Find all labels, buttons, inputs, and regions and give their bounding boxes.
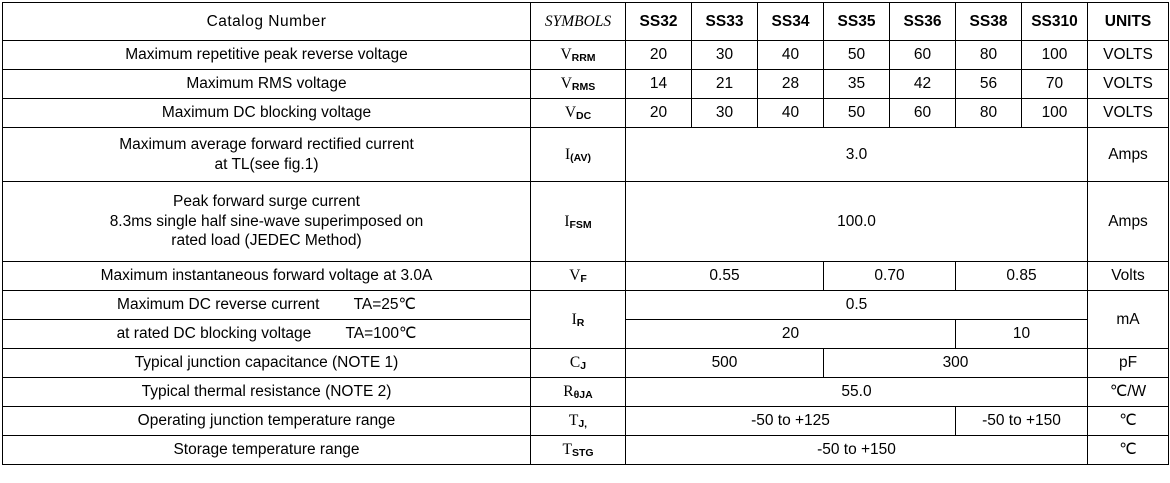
param-line: Maximum DC reverse current TA=25℃ <box>117 296 416 314</box>
param-line: rated load (JEDEC Method) <box>171 232 362 250</box>
symbol-sub: (AV) <box>570 151 591 164</box>
header-part-ss34: SS34 <box>758 3 824 41</box>
table-row <box>3 128 1169 182</box>
value-cell: 100 <box>1022 99 1088 128</box>
unit-cell: Amps <box>1088 182 1169 262</box>
value-cell: 60 <box>890 99 956 128</box>
value-cell: 28 <box>758 70 824 99</box>
symbol-main: V <box>569 267 581 285</box>
header-part-ss33: SS33 <box>692 3 758 41</box>
symbol-main: C <box>569 354 581 372</box>
symbol-cell <box>531 128 626 182</box>
symbol-sub: FSM <box>569 218 592 231</box>
value-cell: 14 <box>626 70 692 99</box>
param-label <box>3 436 531 465</box>
unit-cell: VOLTS <box>1088 70 1169 99</box>
value-cell: 60 <box>890 41 956 70</box>
symbol-main: V <box>564 104 577 122</box>
param-line: Peak forward surge current <box>173 193 360 211</box>
value-cell: 40 <box>758 41 824 70</box>
unit-cell: VOLTS <box>1088 99 1169 128</box>
symbol-cell <box>531 349 626 378</box>
header-part-ss36: SS36 <box>890 3 956 41</box>
param-label <box>3 262 531 291</box>
value-cell: 80 <box>956 99 1022 128</box>
value-cell: 30 <box>692 41 758 70</box>
unit-cell: Volts <box>1088 262 1169 291</box>
value-cell-group: 0.55 <box>626 262 824 291</box>
param-line: Maximum repetitive peak reverse voltage <box>125 46 408 64</box>
table-row <box>3 182 1169 262</box>
symbol-cell <box>531 291 626 349</box>
value-cell: 42 <box>890 70 956 99</box>
unit-cell: pF <box>1088 349 1169 378</box>
param-line: 8.3ms single half sine-wave superimposed on <box>109 212 424 230</box>
unit-cell: ℃/W <box>1088 378 1169 407</box>
unit-cell: Amps <box>1088 128 1169 182</box>
param-line: Storage temperature range <box>173 441 360 459</box>
value-cell-span: -50 to +150 <box>626 436 1088 465</box>
unit-cell: VOLTS <box>1088 41 1169 70</box>
symbol-cell <box>531 182 626 262</box>
param-label <box>3 99 531 128</box>
table-row <box>3 407 1169 436</box>
table-row <box>3 262 1169 291</box>
header-part-ss35: SS35 <box>824 3 890 41</box>
symbol-sub: DC <box>576 110 592 123</box>
param-label <box>3 407 531 436</box>
symbol-cell <box>531 262 626 291</box>
value-cell-span: 100.0 <box>626 182 1088 262</box>
param-line: Maximum RMS voltage <box>186 75 347 93</box>
table-row <box>3 436 1169 465</box>
header-part-ss310: SS310 <box>1022 3 1088 41</box>
symbol-main: I <box>571 310 577 328</box>
symbol-main: R <box>563 383 574 401</box>
symbol-main: V <box>560 46 572 64</box>
electrical-characteristics-table <box>2 2 1169 465</box>
value-cell: 20 <box>626 99 692 128</box>
param-line: at rated DC blocking voltage TA=100℃ <box>116 325 417 343</box>
table-row <box>3 291 1169 320</box>
table-row <box>3 41 1169 70</box>
value-cell: 30 <box>692 99 758 128</box>
symbol-main: T <box>568 412 579 430</box>
unit-cell: ℃ <box>1088 436 1169 465</box>
value-cell-group: 10 <box>956 320 1088 349</box>
value-cell: 40 <box>758 99 824 128</box>
symbol-sub: R <box>576 316 585 329</box>
value-cell: 100 <box>1022 41 1088 70</box>
value-cell-span: 3.0 <box>626 128 1088 182</box>
table-row <box>3 378 1169 407</box>
symbol-main: I <box>564 212 570 230</box>
symbol-sub: J, <box>578 418 588 431</box>
value-cell: 70 <box>1022 70 1088 99</box>
value-cell: 35 <box>824 70 890 99</box>
symbol-main: T <box>562 441 572 459</box>
value-cell-group: 300 <box>824 349 1088 378</box>
header-part-ss32: SS32 <box>626 3 692 41</box>
value-cell: 80 <box>956 41 1022 70</box>
value-cell-group: 0.85 <box>956 262 1088 291</box>
table-row <box>3 349 1169 378</box>
param-label <box>3 320 531 349</box>
param-label <box>3 378 531 407</box>
symbol-sub: STG <box>571 447 594 460</box>
unit-cell: ℃ <box>1088 407 1169 436</box>
param-line: Typical thermal resistance (NOTE 2) <box>141 383 392 401</box>
value-cell-group: 500 <box>626 349 824 378</box>
symbol-cell <box>531 436 626 465</box>
symbol-sub: θJA <box>573 389 593 402</box>
value-cell: 50 <box>824 41 890 70</box>
value-cell-group: -50 to +150 <box>956 407 1088 436</box>
value-cell: 56 <box>956 70 1022 99</box>
value-cell: 50 <box>824 99 890 128</box>
value-cell: 21 <box>692 70 758 99</box>
header-part-ss38: SS38 <box>956 3 1022 41</box>
unit-cell: mA <box>1088 291 1169 349</box>
value-cell-group: 0.70 <box>824 262 956 291</box>
param-line: Typical junction capacitance (NOTE 1) <box>134 354 399 372</box>
value-cell-span: 0.5 <box>626 291 1088 320</box>
table-row <box>3 99 1169 128</box>
symbol-cell <box>531 407 626 436</box>
param-label <box>3 70 531 99</box>
param-label <box>3 41 531 70</box>
param-line: at TL(see fig.1) <box>214 155 319 173</box>
symbol-cell <box>531 70 626 99</box>
symbol-sub: J <box>580 360 587 373</box>
header-catalog-number: Catalog Number <box>3 3 531 41</box>
symbol-sub: RMS <box>571 81 596 94</box>
param-line: Operating junction temperature range <box>137 412 396 430</box>
table-header-row <box>3 3 1169 41</box>
param-line: Maximum instantaneous forward voltage at 3.0A <box>100 267 433 285</box>
symbol-cell <box>531 99 626 128</box>
symbol-main: V <box>560 75 572 93</box>
symbol-sub: RRM <box>571 52 596 65</box>
param-label <box>3 349 531 378</box>
value-cell: 20 <box>626 41 692 70</box>
value-cell-group: -50 to +125 <box>626 407 956 436</box>
param-line: Maximum DC blocking voltage <box>161 104 372 122</box>
param-label <box>3 291 531 320</box>
param-line: Maximum average forward rectified current <box>119 136 414 154</box>
symbol-cell <box>531 378 626 407</box>
symbol-sub: F <box>580 273 587 286</box>
header-units: UNITS <box>1088 3 1169 41</box>
header-symbols: SYMBOLS <box>531 3 626 41</box>
param-label <box>3 128 531 182</box>
table-row <box>3 70 1169 99</box>
value-cell-span: 55.0 <box>626 378 1088 407</box>
value-cell-group: 20 <box>626 320 956 349</box>
symbol-cell <box>531 41 626 70</box>
param-label <box>3 182 531 262</box>
symbol-main: I <box>565 145 571 163</box>
